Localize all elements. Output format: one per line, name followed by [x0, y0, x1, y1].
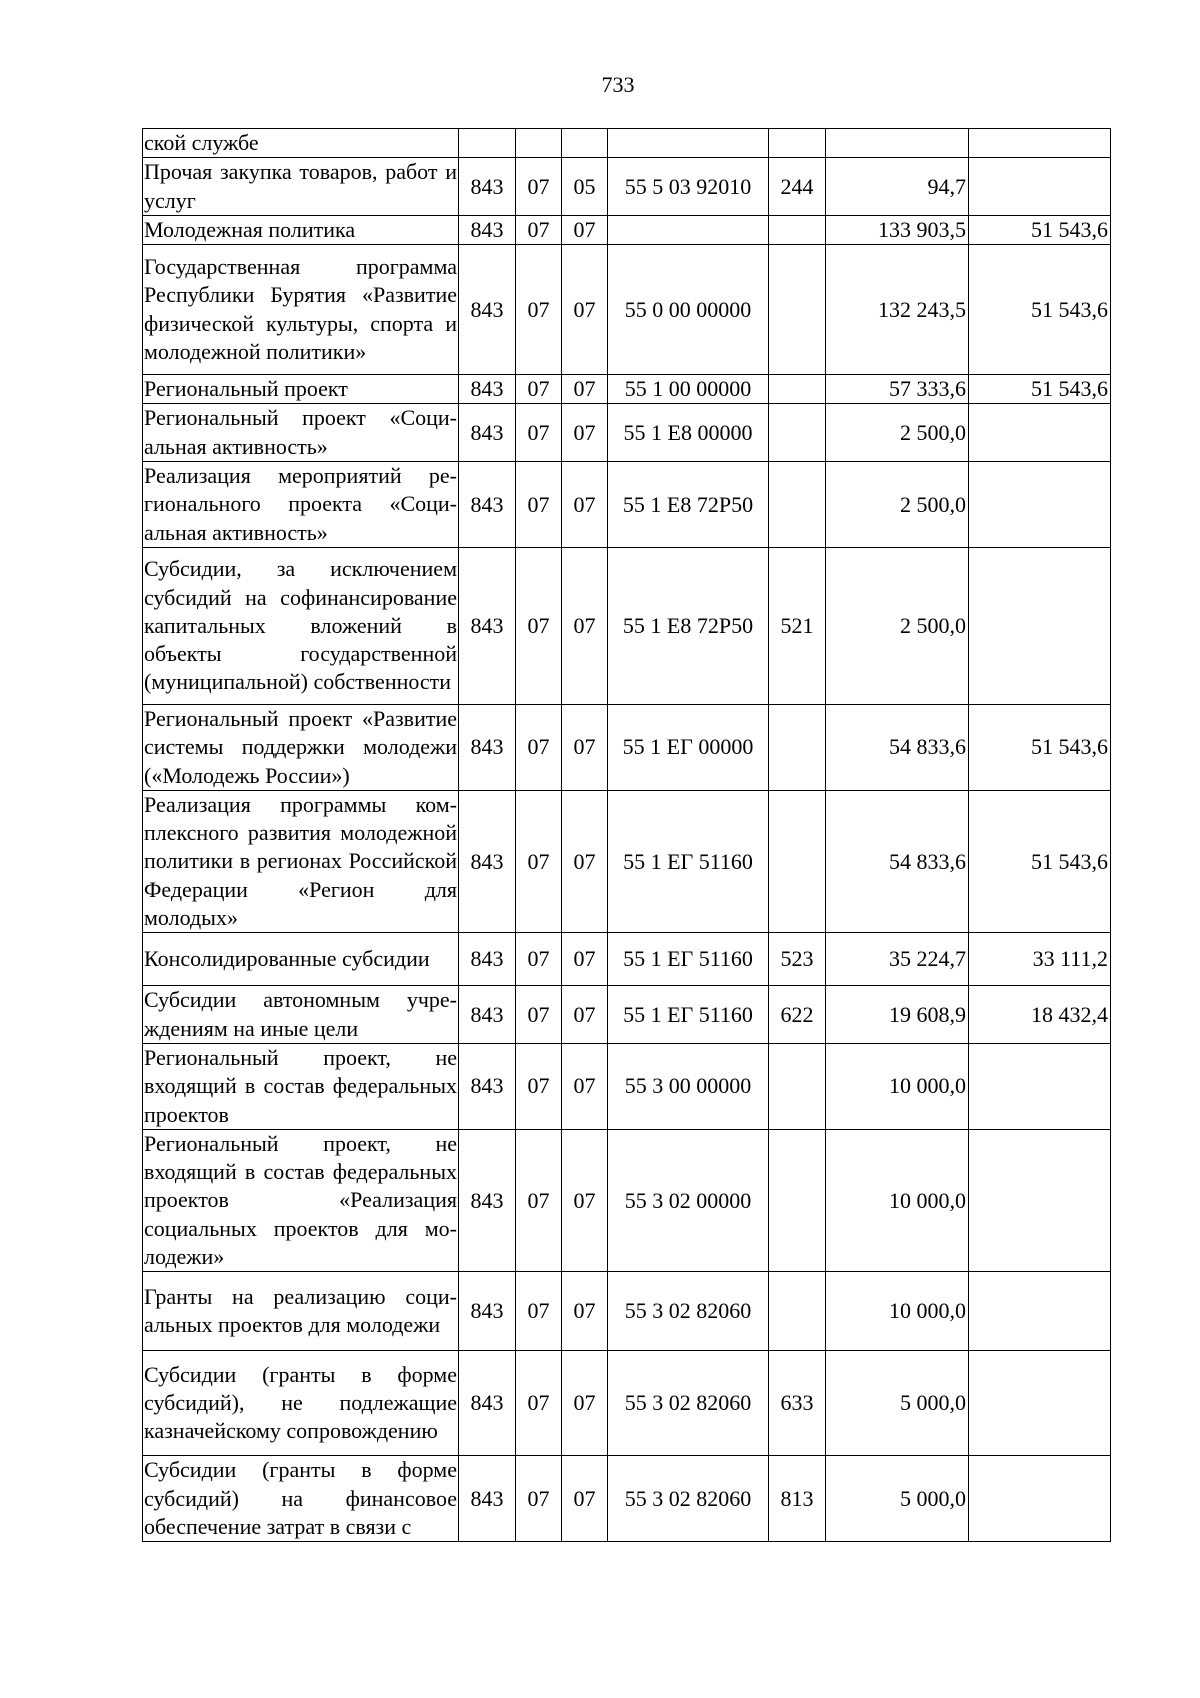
ministry-code-cell: 843 [459, 1129, 516, 1271]
row-name-cell: ской службе [143, 129, 459, 158]
table-row [143, 215, 1111, 244]
target-article-cell [608, 129, 769, 158]
target-article-cell: 55 1 ЕГ 51160 [608, 933, 769, 986]
amount-federal-cell [969, 1351, 1111, 1456]
row-name-cell: Гранты на реализацию социальных проектов для молодежи [143, 1272, 459, 1351]
ministry-code-cell: 843 [459, 404, 516, 462]
budget-table [142, 128, 1111, 1542]
amount-total-cell: 5 000,0 [826, 1456, 969, 1542]
row-name-cell: Консолидированные субсидии [143, 933, 459, 986]
row-name-cell: Субсидии автономным учреждениям на иные цели [143, 986, 459, 1044]
amount-total-cell: 2 500,0 [826, 547, 969, 704]
expense-type-cell [769, 790, 826, 932]
expense-type-cell [769, 245, 826, 375]
amount-federal-cell: 51 543,6 [969, 790, 1111, 932]
expense-type-cell [769, 1129, 826, 1271]
subsection-code-cell: 07 [562, 1129, 608, 1271]
ministry-code-cell: 843 [459, 790, 516, 932]
expense-type-cell [769, 404, 826, 462]
expense-type-cell [769, 462, 826, 548]
subsection-code-cell: 07 [562, 404, 608, 462]
subsection-code-cell: 07 [562, 933, 608, 986]
section-code-cell: 07 [516, 704, 562, 790]
target-article-cell: 55 3 02 82060 [608, 1456, 769, 1542]
target-article-cell: 55 3 02 82060 [608, 1272, 769, 1351]
amount-federal-cell [969, 1129, 1111, 1271]
target-article-cell: 55 3 02 82060 [608, 1351, 769, 1456]
row-name-cell: Региональный проект, не входящий в состав федеральных проектов [143, 1043, 459, 1129]
section-code-cell: 07 [516, 547, 562, 704]
table-row [143, 1129, 1111, 1271]
table-row [143, 462, 1111, 548]
ministry-code-cell: 843 [459, 245, 516, 375]
subsection-code-cell: 07 [562, 245, 608, 375]
section-code-cell: 07 [516, 158, 562, 216]
table-row [143, 404, 1111, 462]
subsection-code-cell: 07 [562, 547, 608, 704]
target-article-cell: 55 1 ЕГ 00000 [608, 704, 769, 790]
ministry-code-cell: 843 [459, 375, 516, 404]
target-article-cell: 55 1 00 00000 [608, 375, 769, 404]
expense-type-cell: 633 [769, 1351, 826, 1456]
target-article-cell [608, 215, 769, 244]
ministry-code-cell [459, 129, 516, 158]
section-code-cell: 07 [516, 1351, 562, 1456]
row-name-cell: Региональный проект, не входящий в состав федеральных проектов «Реализация социальных проектов для молодежи» [143, 1129, 459, 1271]
ministry-code-cell: 843 [459, 1456, 516, 1542]
amount-federal-cell [969, 1456, 1111, 1542]
table-row [143, 1272, 1111, 1351]
table-row [143, 375, 1111, 404]
subsection-code-cell: 07 [562, 462, 608, 548]
target-article-cell: 55 1 E8 72P50 [608, 547, 769, 704]
amount-total-cell: 54 833,6 [826, 790, 969, 932]
amount-total-cell: 132 243,5 [826, 245, 969, 375]
row-name-cell: Государственная программа Республики Бурятия «Развитие физической культуры, спорта и молодежной политики» [143, 245, 459, 375]
amount-federal-cell [969, 547, 1111, 704]
subsection-code-cell: 07 [562, 790, 608, 932]
amount-total-cell: 54 833,6 [826, 704, 969, 790]
expense-type-cell [769, 704, 826, 790]
amount-federal-cell: 51 543,6 [969, 215, 1111, 244]
expense-type-cell [769, 215, 826, 244]
page-number: 733 [601, 72, 635, 97]
amount-total-cell [826, 129, 969, 158]
subsection-code-cell [562, 129, 608, 158]
target-article-cell: 55 1 ЕГ 51160 [608, 986, 769, 1044]
amount-federal-cell: 18 432,4 [969, 986, 1111, 1044]
table-row [143, 704, 1111, 790]
subsection-code-cell: 07 [562, 986, 608, 1044]
amount-federal-cell [969, 1043, 1111, 1129]
expense-type-cell [769, 1272, 826, 1351]
expense-type-cell: 521 [769, 547, 826, 704]
amount-total-cell: 5 000,0 [826, 1351, 969, 1456]
table-row [143, 790, 1111, 932]
target-article-cell: 55 0 00 00000 [608, 245, 769, 375]
amount-total-cell: 10 000,0 [826, 1129, 969, 1271]
target-article-cell: 55 3 00 00000 [608, 1043, 769, 1129]
section-code-cell: 07 [516, 1456, 562, 1542]
table-row [143, 129, 1111, 158]
row-name-cell: Региональный проект «Развитие системы поддержки молодежи («Молодежь России») [143, 704, 459, 790]
amount-total-cell: 2 500,0 [826, 404, 969, 462]
section-code-cell: 07 [516, 1129, 562, 1271]
section-code-cell: 07 [516, 1043, 562, 1129]
amount-federal-cell [969, 404, 1111, 462]
expense-type-cell: 813 [769, 1456, 826, 1542]
row-name-cell: Субсидии, за исключением субсидий на софинансирование капитальных вложений в объекты государственной (муниципальной) собственности [143, 547, 459, 704]
subsection-code-cell: 07 [562, 1456, 608, 1542]
ministry-code-cell: 843 [459, 215, 516, 244]
subsection-code-cell: 07 [562, 1351, 608, 1456]
expense-type-cell [769, 1043, 826, 1129]
expense-type-cell [769, 375, 826, 404]
table-row [143, 245, 1111, 375]
row-name-cell: Субсидии (гранты в форме субсидий), не подлежащие казначейскому сопровождению [143, 1351, 459, 1456]
amount-federal-cell: 51 543,6 [969, 375, 1111, 404]
amount-federal-cell [969, 462, 1111, 548]
ministry-code-cell: 843 [459, 462, 516, 548]
amount-federal-cell [969, 129, 1111, 158]
section-code-cell: 07 [516, 245, 562, 375]
table-row [143, 986, 1111, 1044]
table-row [143, 547, 1111, 704]
amount-federal-cell: 33 111,2 [969, 933, 1111, 986]
ministry-code-cell: 843 [459, 704, 516, 790]
section-code-cell: 07 [516, 215, 562, 244]
section-code-cell: 07 [516, 375, 562, 404]
subsection-code-cell: 07 [562, 704, 608, 790]
ministry-code-cell: 843 [459, 933, 516, 986]
expense-type-cell: 244 [769, 158, 826, 216]
amount-total-cell: 94,7 [826, 158, 969, 216]
expense-type-cell: 622 [769, 986, 826, 1044]
section-code-cell [516, 129, 562, 158]
ministry-code-cell: 843 [459, 1272, 516, 1351]
ministry-code-cell: 843 [459, 1043, 516, 1129]
ministry-code-cell: 843 [459, 158, 516, 216]
section-code-cell: 07 [516, 404, 562, 462]
amount-federal-cell [969, 158, 1111, 216]
amount-total-cell: 2 500,0 [826, 462, 969, 548]
budget-table-body [143, 129, 1111, 1542]
target-article-cell: 55 3 02 00000 [608, 1129, 769, 1271]
amount-federal-cell [969, 1272, 1111, 1351]
ministry-code-cell: 843 [459, 547, 516, 704]
row-name-cell: Молодежная политика [143, 215, 459, 244]
amount-total-cell: 57 333,6 [826, 375, 969, 404]
section-code-cell: 07 [516, 1272, 562, 1351]
row-name-cell: Реализация мероприятий регионального проекта «Социальная активность» [143, 462, 459, 548]
subsection-code-cell: 07 [562, 215, 608, 244]
row-name-cell: Региональный проект «Социальная активность» [143, 404, 459, 462]
subsection-code-cell: 07 [562, 1272, 608, 1351]
table-row [143, 1043, 1111, 1129]
amount-total-cell: 35 224,7 [826, 933, 969, 986]
amount-total-cell: 10 000,0 [826, 1043, 969, 1129]
subsection-code-cell: 07 [562, 1043, 608, 1129]
section-code-cell: 07 [516, 790, 562, 932]
amount-total-cell: 19 608,9 [826, 986, 969, 1044]
row-name-cell: Прочая закупка товаров, работ и услуг [143, 158, 459, 216]
target-article-cell: 55 1 E8 72P50 [608, 462, 769, 548]
section-code-cell: 07 [516, 986, 562, 1044]
expense-type-cell: 523 [769, 933, 826, 986]
section-code-cell: 07 [516, 933, 562, 986]
ministry-code-cell: 843 [459, 1351, 516, 1456]
amount-federal-cell: 51 543,6 [969, 245, 1111, 375]
subsection-code-cell: 07 [562, 375, 608, 404]
target-article-cell: 55 1 E8 00000 [608, 404, 769, 462]
target-article-cell: 55 5 03 92010 [608, 158, 769, 216]
row-name-cell: Субсидии (гранты в форме субсидий) на финансовое обеспечение затрат в связи с [143, 1456, 459, 1542]
expense-type-cell [769, 129, 826, 158]
amount-federal-cell: 51 543,6 [969, 704, 1111, 790]
table-row [143, 158, 1111, 216]
section-code-cell: 07 [516, 462, 562, 548]
amount-total-cell: 10 000,0 [826, 1272, 969, 1351]
table-row [143, 933, 1111, 986]
target-article-cell: 55 1 ЕГ 51160 [608, 790, 769, 932]
row-name-cell: Реализация программы комплексного развития молодежной политики в регионах Российской Федерации «Регион для молодых» [143, 790, 459, 932]
table-row [143, 1351, 1111, 1456]
row-name-cell: Региональный проект [143, 375, 459, 404]
table-row [143, 1456, 1111, 1542]
amount-total-cell: 133 903,5 [826, 215, 969, 244]
subsection-code-cell: 05 [562, 158, 608, 216]
ministry-code-cell: 843 [459, 986, 516, 1044]
